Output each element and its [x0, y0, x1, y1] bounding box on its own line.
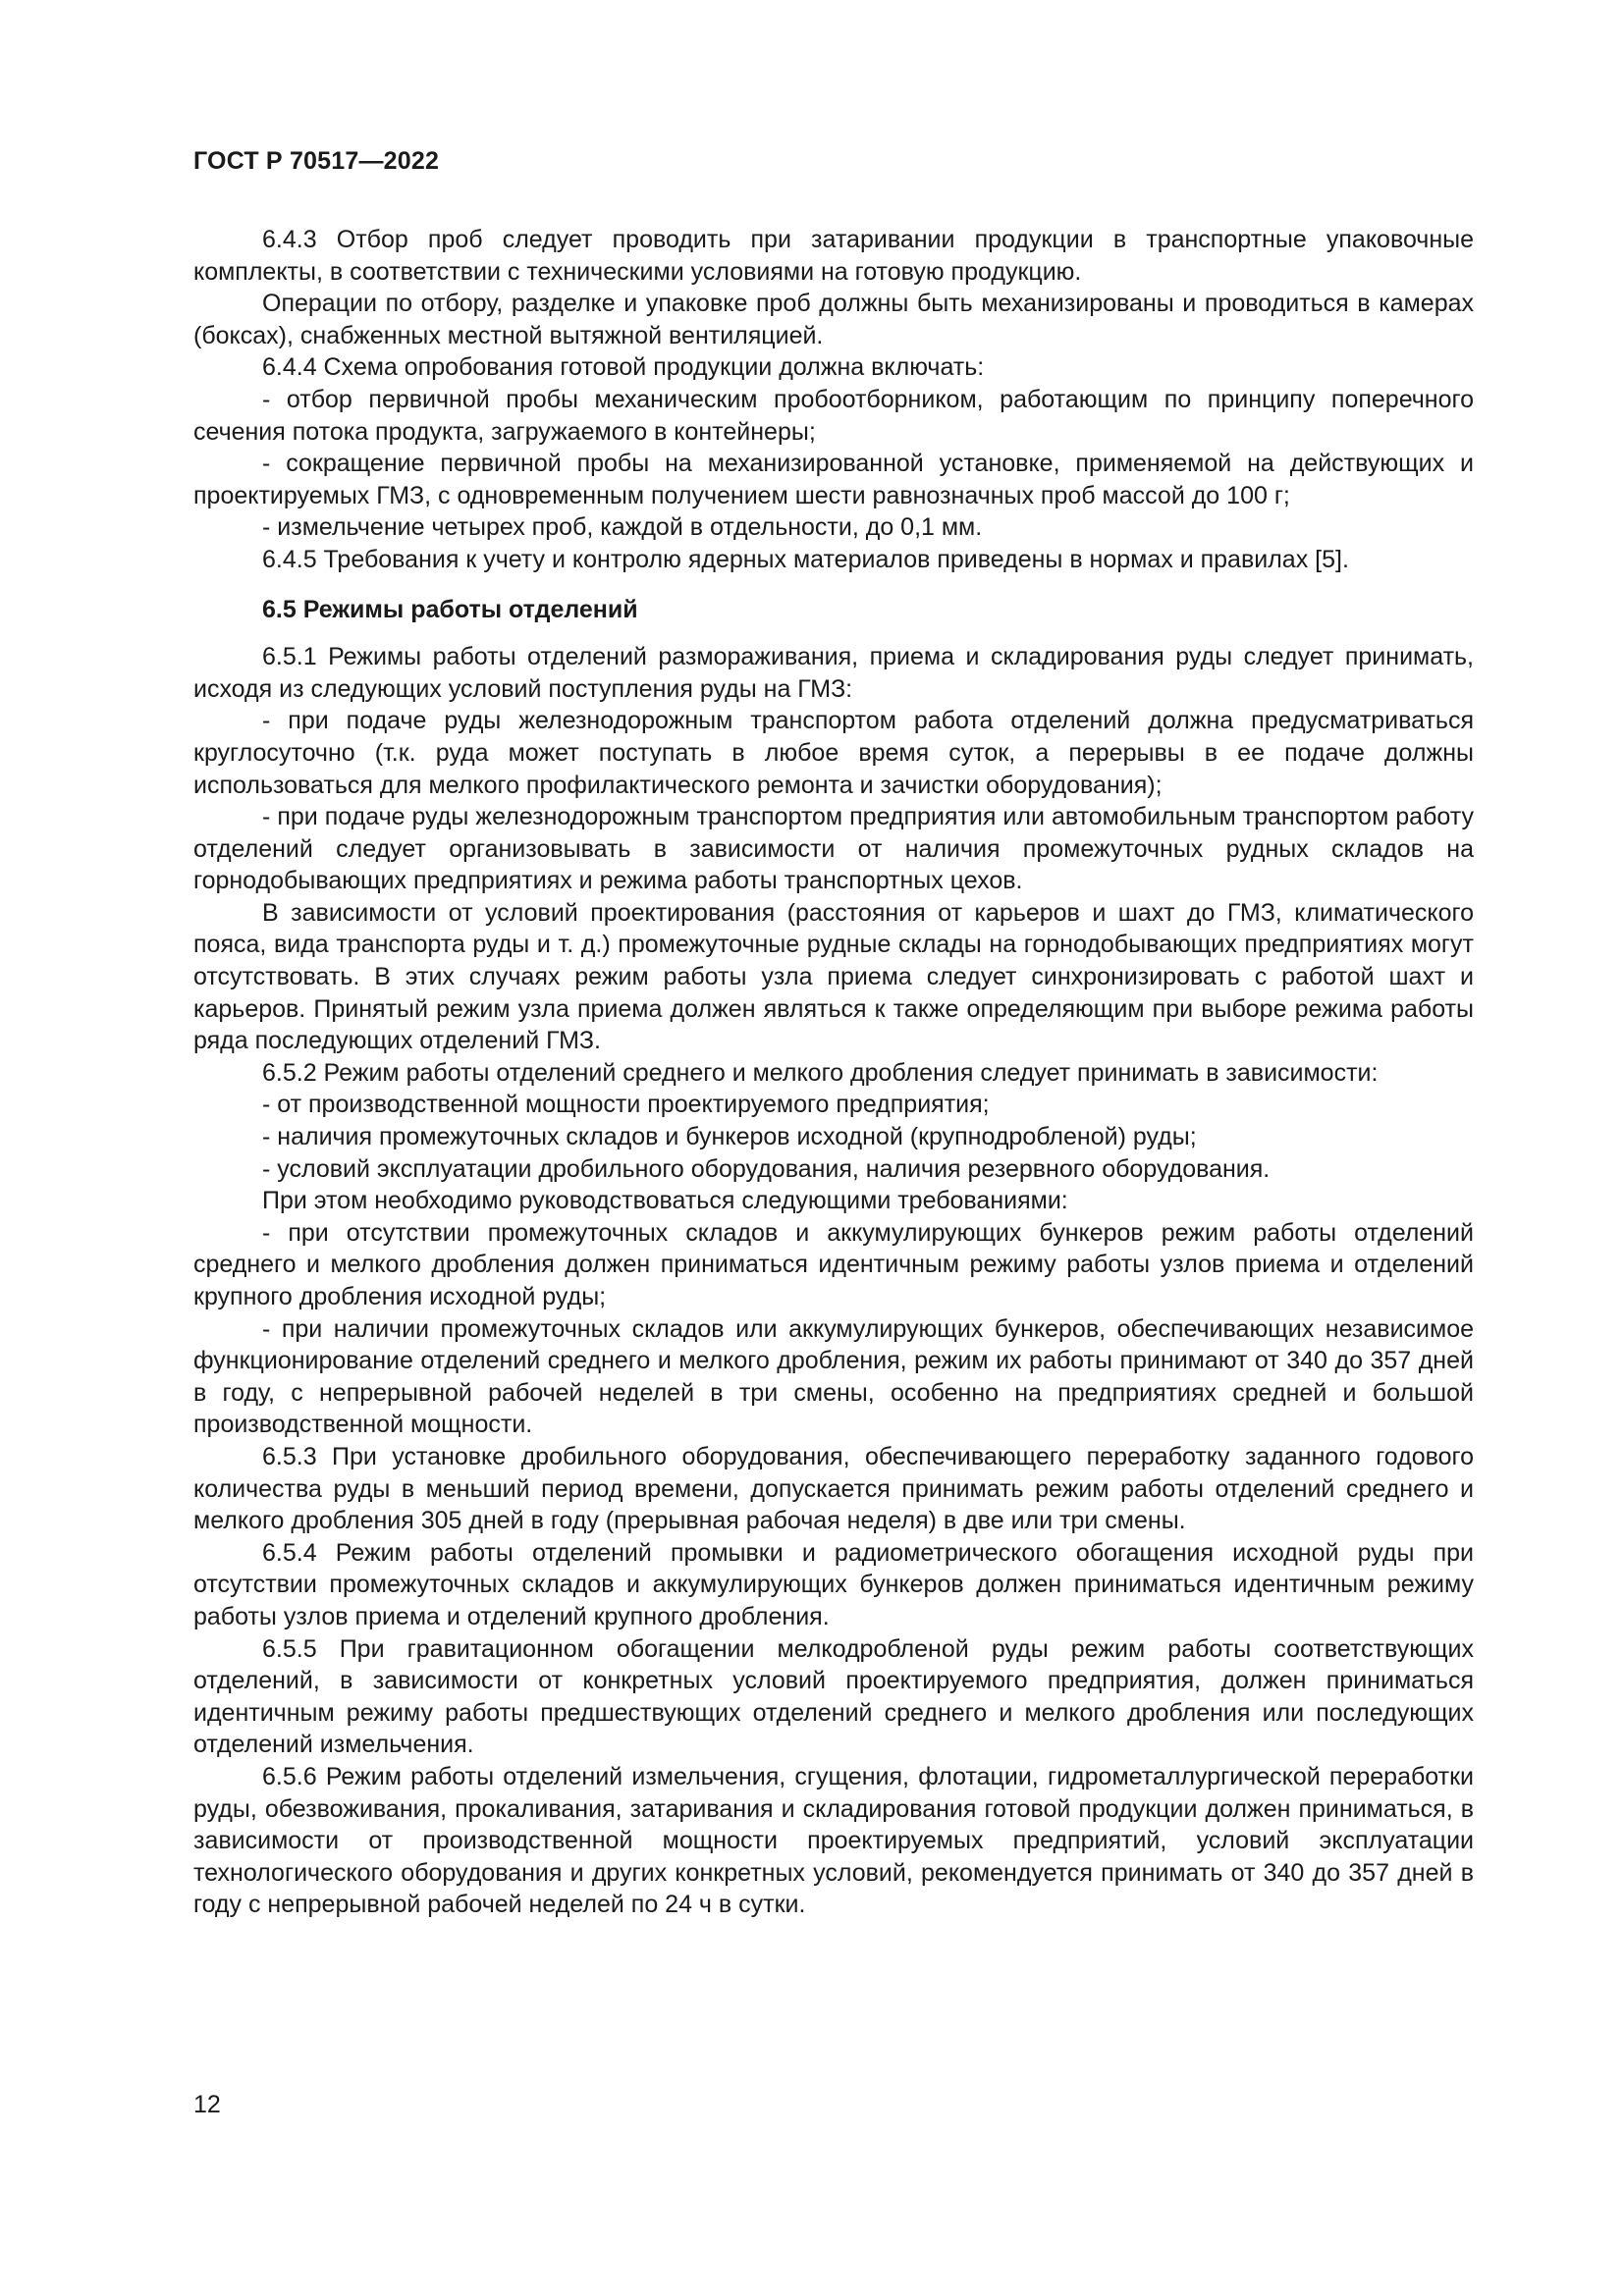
paragraph-sampling-operations: Операции по отбору, разделке и упаковке проб должны быть механизированы и проводиться в камерах (боксах), снабженных местной вытяжной вентиляцией. — [193, 290, 1474, 349]
list-item: - условий эксплуатации дробильного оборудования, наличия резервного оборудования. — [262, 1154, 1271, 1183]
list-item: - при отсутствии промежуточных складов и аккумулирующих бункеров режим работы отделений среднего и мелкого дробления должен приниматься идентичным режиму работы узлов приема и отделений крупного дробления исходной руды; — [193, 1218, 1474, 1310]
document-header: ГОСТ Р 70517—2022 — [193, 147, 440, 175]
section-heading-6-5: 6.5 Режимы работы отделений — [262, 595, 638, 623]
list-item: - наличия промежуточных складов и бункеров исходной (крупнодробленой) руды; — [262, 1123, 1197, 1151]
paragraph-6-4-3: 6.4.3 Отбор проб следует проводить при затаривании продукции в транспортные упаковочные комплекты, в соответствии с техническими условиями на готовую продукцию. — [193, 226, 1474, 286]
paragraph-6-5-1: 6.5.1 Режимы работы отделений размораживания, приема и складирования руды следует принимать, исходя из следующих условий поступления руды на ГМЗ: — [193, 643, 1474, 703]
list-item: - при подаче руды железнодорожным транспортом работа отделений должна предусматриваться круглосуточно (т.к. руда может поступать в любое время суток, а перерывы в ее подаче должны использоваться для мелкого профилактического ремонта и зачистки оборудования); — [193, 707, 1474, 799]
paragraph-6-4-5: 6.4.5 Требования к учету и контролю ядерных материалов приведены в нормах и правилах [5]. — [262, 545, 1349, 573]
document-body — [193, 224, 1474, 1921]
paragraph-6-5-5: 6.5.5 При гравитационном обогащении мелкодробленой руды режим работы соответствующих отделений, в зависимости от конкретных условий проектируемого предприятия, должен приниматься идентичным режиму работы предшествующих отделений среднего и мелкого дробления или последующих отделений измельчения. — [193, 1634, 1474, 1759]
paragraph-6-5-6: 6.5.6 Режим работы отделений измельчения, сгущения, флотации, гидрометаллургической переработки руды, обезвоживания, прокаливания, затаривания и складирования готовой продукции должен приниматься, в зависимости от производственной мощности проектируемых предприятий, условий эксплуатации технологического оборудования и других конкретных условий, рекомендуется принимать от 340 до 357 дней в году с непрерывной рабочей неделей по 24 ч в сутки. — [193, 1762, 1474, 1919]
list-item: - от производственной мощности проектируемого предприятия; — [262, 1091, 990, 1119]
paragraph-6-5-4: 6.5.4 Режим работы отделений промывки и радиометрического обогащения исходной руды при отсутствии промежуточных складов и аккумулирующих бункеров должен приниматься идентичным режиму работы узлов приема и отделений крупного дробления. — [193, 1538, 1474, 1630]
page-number: 12 — [193, 2091, 221, 2118]
paragraph-design-conditions: В зависимости от условий проектирования (расстояния от карьеров и шахт до ГМЗ, климатического пояса, вида транспорта руды и т. д.) промежуточные рудные склады на горнодобывающих предприятиях могут отсутствовать. В этих случаях режим работы узла приема следует синхронизировать с работой шахт и карьеров. Принятый режим узла приема должен являться к также определяющим при выборе режима работы ряда последующих отделений ГМЗ. — [193, 898, 1474, 1055]
paragraph-6-5-2: 6.5.2 Режим работы отделений среднего и мелкого дробления следует принимать в зависимости: — [262, 1058, 1379, 1087]
list-item: - отбор первичной пробы механическим пробоотборником, работающим по принципу поперечного сечения потока продукта, загружаемого в контейнеры; — [193, 385, 1474, 446]
paragraph-6-4-4: 6.4.4 Схема опробования готовой продукции должна включать: — [262, 353, 985, 382]
list-item: - измельчение четырех проб, каждой в отдельности, до 0,1 мм. — [262, 513, 983, 542]
list-item: - при подаче руды железнодорожным транспортом предприятия или автомобильным транспортом работу отделений следует организовывать в зависимости от наличия промежуточных рудных складов на горнодобывающих предприятиях и режима работы транспортных цехов. — [193, 803, 1474, 895]
list-item: - сокращение первичной пробы на механизированной установке, применяемой на действующих и проектируемых ГМЗ, с одновременным получением шести равнозначных проб массой до 100 г; — [193, 450, 1474, 509]
list-item: - при наличии промежуточных складов или аккумулирующих бункеров, обеспечивающих независимое функционирование отделений среднего и мелкого дробления, режим их работы принимают от 340 до 357 дней в году, с непрерывной рабочей неделей в три смены, особенно на предприятиях средней и большой производственной мощности. — [193, 1314, 1474, 1439]
paragraph-6-5-3: 6.5.3 При установке дробильного оборудования, обеспечивающего переработку заданного годового количества руды в меньший период времени, допускается принимать режим работы отделений среднего и мелкого дробления 305 дней в году (прерывная рабочая неделя) в две или три смены. — [193, 1442, 1474, 1535]
paragraph-requirements-intro: При этом необходимо руководствоваться следующими требованиями: — [262, 1187, 1068, 1215]
